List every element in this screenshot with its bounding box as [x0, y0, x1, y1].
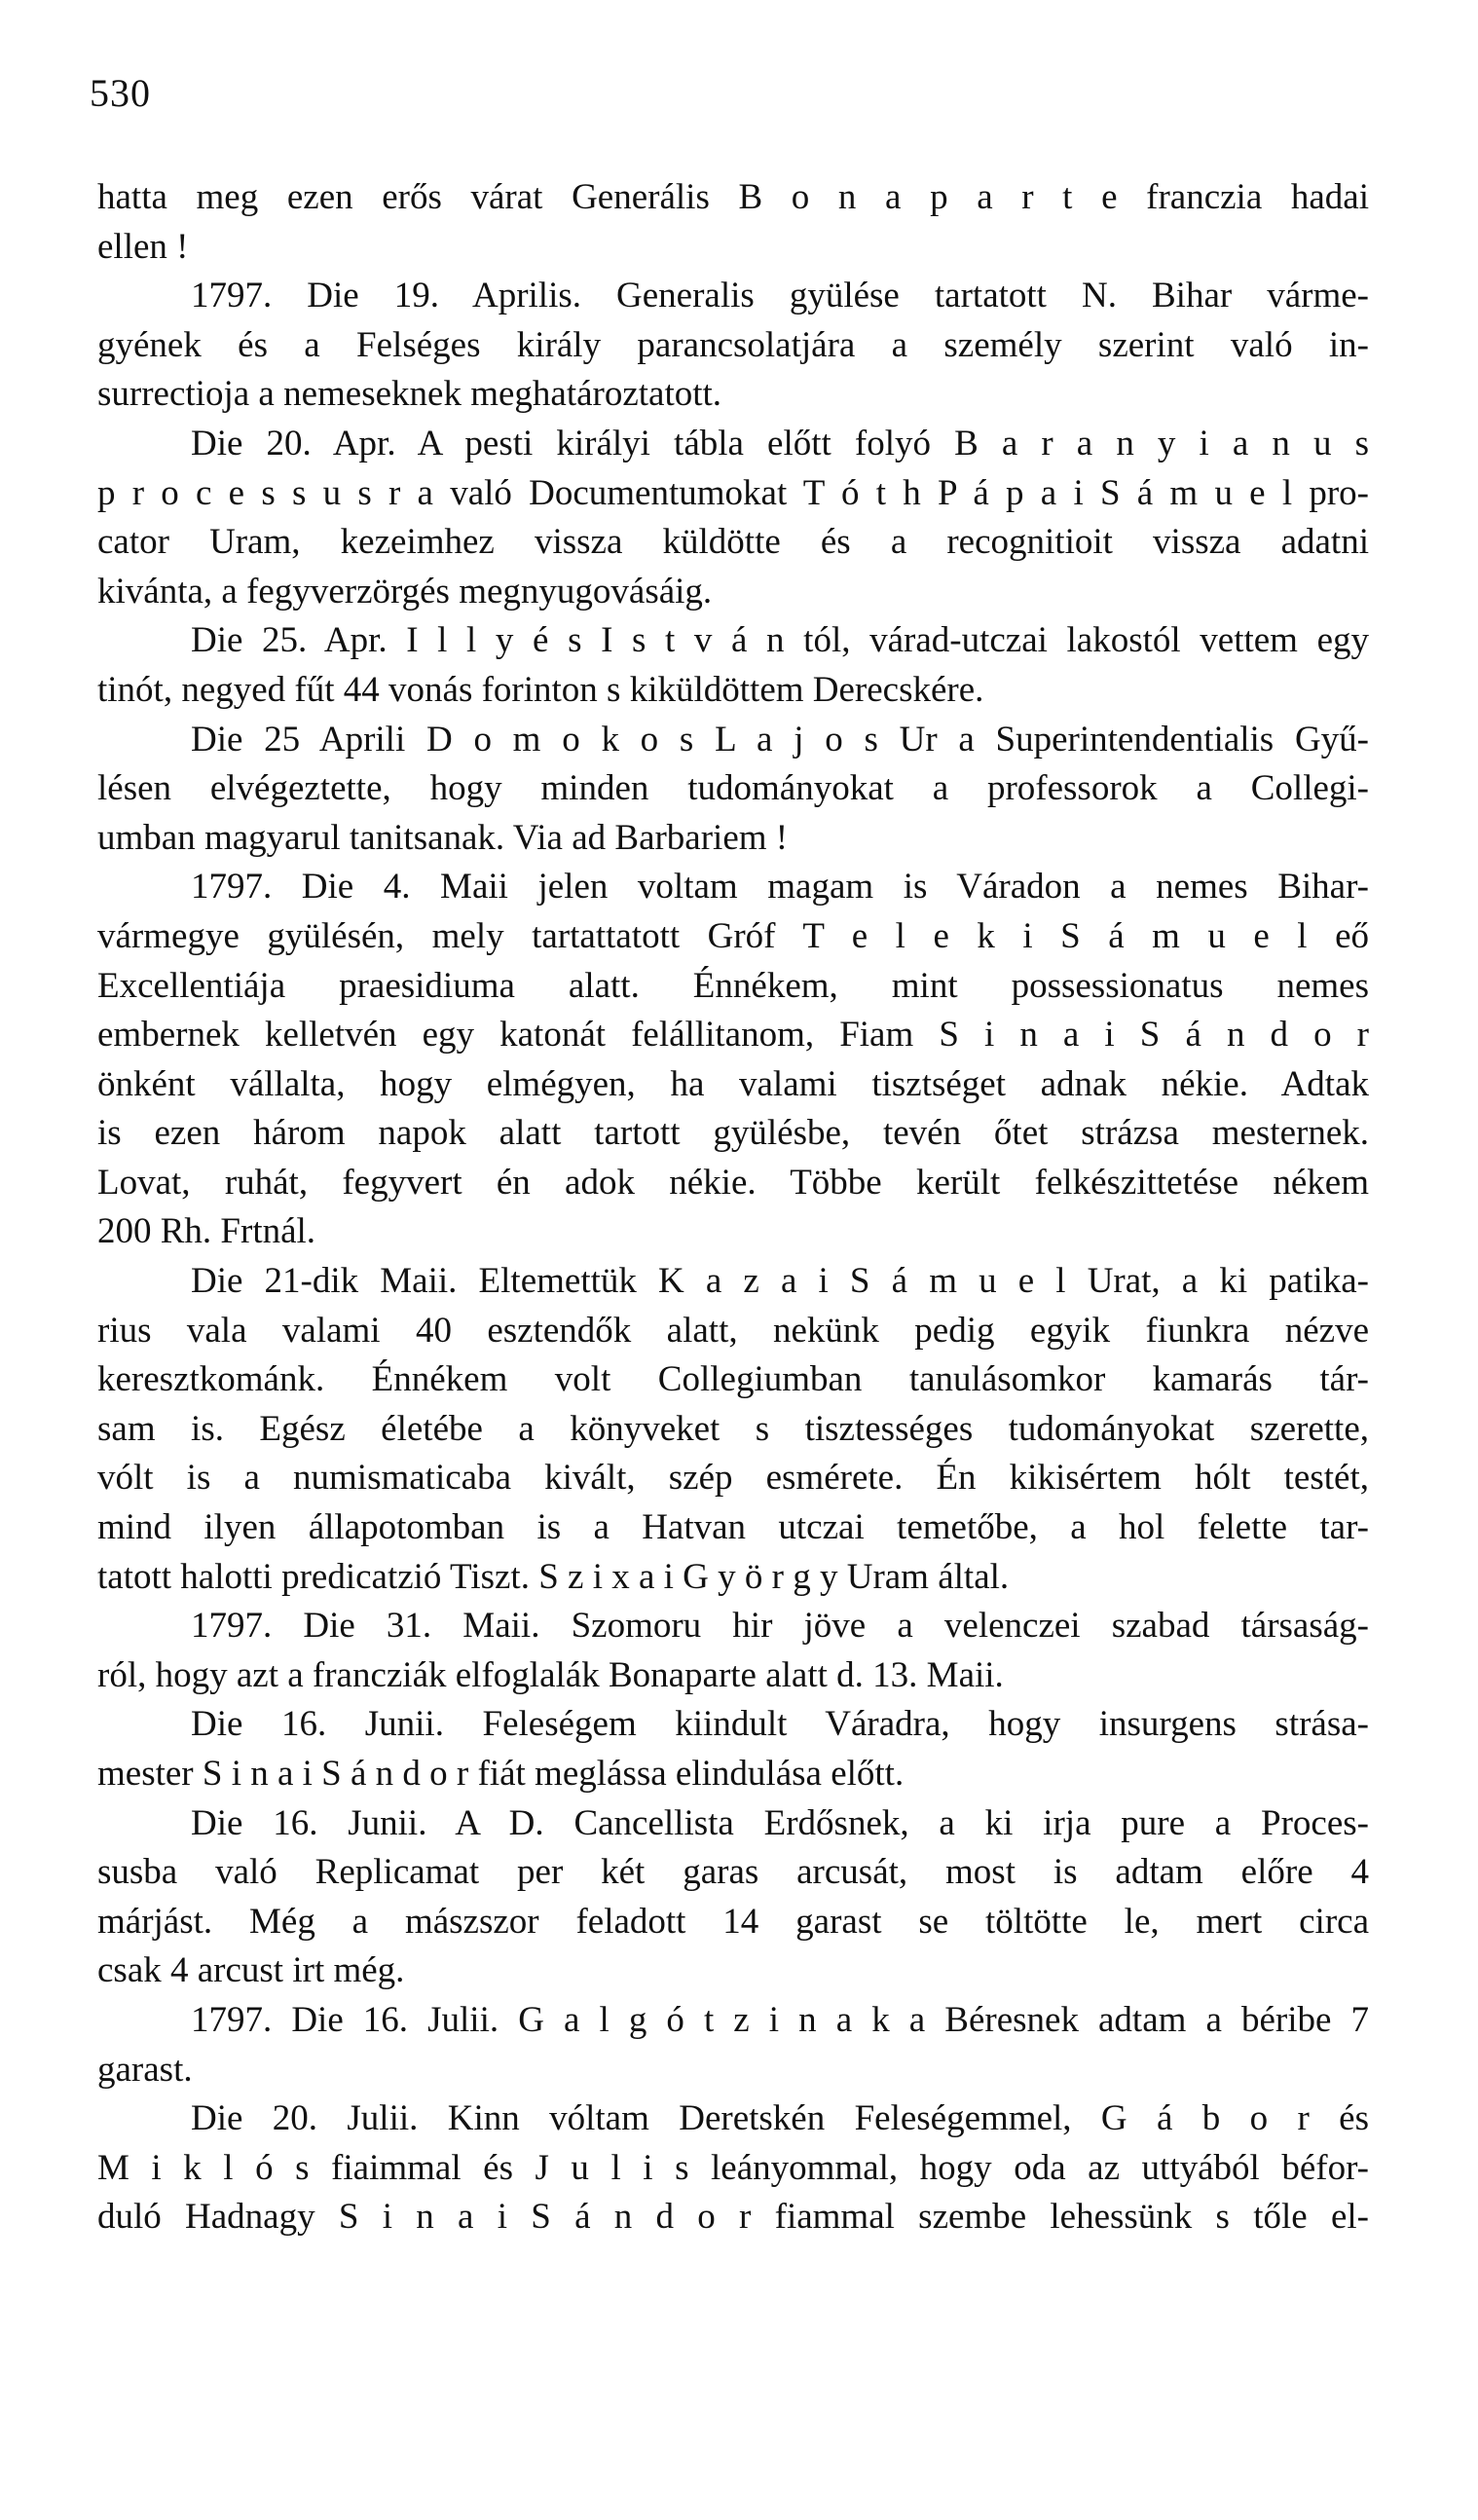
text-line: surrectioja a nemeseknek meghatároztatott.: [97, 374, 722, 415]
text-line: 1797. Die 4. Maii jelen voltam magam is Váradon a nemes Bihar-: [191, 867, 1369, 908]
text-line: 1797. Die 31. Maii. Szomoru hir jöve a velenczei szabad társaság-: [191, 1606, 1369, 1647]
text-line: mind ilyen állapotomban is a Hatvan utczai temetőbe, a hol felette tar-: [97, 1507, 1369, 1548]
text-line: cator Uram, kezeimhez vissza küldötte és a recognitioit vissza adatni: [97, 522, 1369, 563]
text-line: embernek kelletvén egy katonát felállitanom, Fiam S i n a i S á n d o r: [97, 1015, 1369, 1056]
text-line: önként vállalta, hogy elmégyen, ha valami tisztséget adnak nékie. Adtak: [97, 1063, 1369, 1104]
text-line: is ezen három napok alatt tartott gyülésbe, tevén őtet strázsa mesternek.: [97, 1113, 1369, 1154]
text-line: ellen !: [97, 226, 189, 267]
text-line: hatta meg ezen erős várat Generális B o n a p a r t e franczia hadai: [97, 177, 1369, 217]
text-line: gyének és a Felséges király parancsolatjára a személy szerint való in-: [97, 324, 1369, 365]
text-line: tinót, negyed fűt 44 vonás forinton s kiküldöttem Derecskére.: [97, 669, 984, 710]
text-line: 1797. Die 16. Julii. G a l g ó t z i n a k a Béresnek adtam a béribe 7: [191, 1999, 1369, 2040]
text-line: M i k l ó s fiaimmal és J u l i s leányommal, hogy oda az uttyából béfor-: [97, 2147, 1369, 2188]
text-line: Die 25 Aprili D o m o k o s L a j o s Ur a Superintendentialis Gyű-: [191, 719, 1369, 760]
text-line: 1797. Die 19. Aprilis. Generalis gyülése tartatott N. Bihar várme-: [191, 276, 1369, 316]
text-line: Die 21-dik Maii. Eltemettük K a z a i S á m u e l Urat, a ki patika-: [191, 1261, 1369, 1302]
text-line: vármegye gyülésén, mely tartattatott Gróf T e l e k i S á m u e l eő: [97, 915, 1369, 956]
body-text: [97, 173, 1369, 2242]
text-line: Die 20. Apr. A pesti királyi tábla előtt folyó B a r a n y i a n u s: [191, 423, 1369, 463]
text-line: Excellentiája praesidiuma alatt. Énnékem, mint possessionatus nemes: [97, 965, 1369, 1006]
text-line: Die 16. Junii. A D. Cancellista Erdősnek, a ki irja pure a Proces-: [191, 1802, 1369, 1843]
text-line: garast.: [97, 2049, 193, 2090]
text-line: lésen elvégeztette, hogy minden tudományokat a professorok a Collegi-: [97, 768, 1369, 809]
text-line: sam is. Egész életébe a könyveket s tisztességes tudományokat szerette,: [97, 1408, 1369, 1449]
text-line: keresztkománk. Énnékem volt Collegiumban tanulásomkor kamarás tár-: [97, 1359, 1369, 1400]
text-line: Die 20. Julii. Kinn vóltam Deretskén Feleségemmel, G á b o r és: [191, 2098, 1369, 2139]
text-line: duló Hadnagy S i n a i S á n d o r fiammal szembe lehessünk s tőle el-: [97, 2197, 1369, 2238]
text-line: csak 4 arcust irt még.: [97, 1950, 405, 1991]
text-line: ról, hogy azt a francziák elfoglalák Bonaparte alatt d. 13. Maii.: [97, 1654, 1004, 1695]
text-line: vólt is a numismaticaba kivált, szép esmérete. Én kikisértem hólt testét,: [97, 1458, 1369, 1499]
text-line: Die 25. Apr. I l l y é s I s t v á n tól, várad-utczai lakostól vettem egy: [191, 620, 1369, 661]
page-number: 530: [90, 71, 151, 115]
text-line: Lovat, ruhát, fegyvert én adok nékie. Többe került felkészittetése nékem: [97, 1162, 1369, 1203]
text-line: 200 Rh. Frtnál.: [97, 1211, 316, 1252]
text-line: umban magyarul tanitsanak. Via ad Barbariem !: [97, 817, 789, 858]
text-line: márjást. Még a mászszor feladott 14 garast se töltötte le, mert circa: [97, 1901, 1369, 1942]
text-line: mester S i n a i S á n d o r fiát meglássa elindulása előtt.: [97, 1754, 905, 1794]
text-line: tatott halotti predicatzió Tiszt. S z i x a i G y ö r g y Uram által.: [97, 1556, 1010, 1597]
text-line: p r o c e s s u s r a való Documentumokat T ó t h P á p a i S á m u e l pro-: [97, 472, 1369, 513]
text-line: kivánta, a fegyverzörgés megnyugovásáig.: [97, 571, 713, 611]
text-line: rius vala valami 40 esztendők alatt, nekünk pedig egyik fiunkra nézve: [97, 1310, 1369, 1351]
text-line: Die 16. Junii. Feleségem kiindult Váradra, hogy insurgens strása-: [191, 1704, 1369, 1745]
text-line: susba való Replicamat per két garas arcusát, most is adtam előre 4: [97, 1852, 1369, 1893]
